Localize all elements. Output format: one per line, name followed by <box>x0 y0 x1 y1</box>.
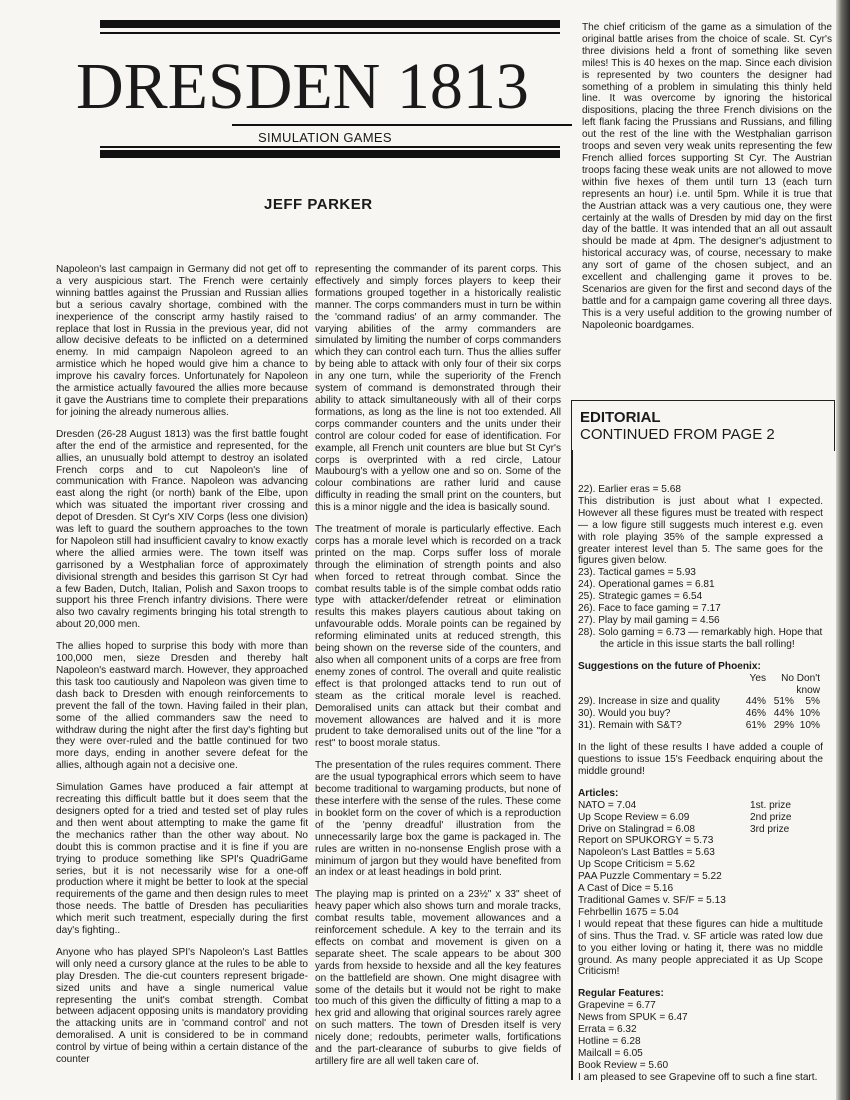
editorial-item: 25). Strategic games = 6.54 <box>578 591 703 603</box>
editorial-paragraph: This distribution is just about what I expected. However all these figures must be treated with respect — a low figure still suggests much interest e.g. even with role playing 35% of the sample expressed a greater interest level than 5. The same goes for the figures given below. <box>578 495 823 567</box>
feature-rating: Mailcall = 6.05 <box>578 1047 643 1059</box>
article-column-2 <box>315 264 561 1068</box>
suggestions-table <box>578 673 823 733</box>
editorial-item: 23). Tactical games = 5.93 <box>578 567 696 579</box>
editorial-heading: EDITORIAL <box>580 409 661 426</box>
feature-rating: News from SPUK = 6.47 <box>578 1012 688 1024</box>
suggestion-yes: 46% <box>745 708 766 720</box>
author-name: JEFF PARKER <box>264 196 373 213</box>
column-header: Don't know <box>796 672 820 696</box>
articles-table <box>578 800 823 919</box>
editorial-paragraph: In the light of these results I have added a couple of questions to issue 15's Feedback enquiring about the middle ground! <box>578 742 823 777</box>
article-prize <box>750 871 820 883</box>
editorial-body <box>578 484 823 1084</box>
feature-rating: Hotline = 6.28 <box>578 1035 641 1047</box>
feature-rating: Errata = 6.32 <box>578 1024 637 1036</box>
article-paragraph: The chief criticism of the game as a simulation of the original battle arises from the choice of scale. St. Cyr's three divisions held a front of something like seven miles! This is 40 hexes on the map. Since each division is represented by two counters the designer had something of a problem in simulating this thinly held line. It was overcome by ignoring the historical dispositions, placing the three French divisions on the left flank facing the Prussians and Russians, and filling out the rest of the line with the Westphalian garrison troops and seven very weak units representing the few French allied forces supporting St Cyr. The Austrian troops facing these weak units are not allowed to move within five hexes of them until turn 13 (each turn represents an hour) i.e. until 5pm. While it is true that the Austrian attack was a very cautious one, they were certainly at the walls of Dresden by mid day on the first day of the battle. It was intended that an all out assault should be made at 4pm. The designer's adjustment to historical accuracy was, of course, necessary to make any sort of game of the chosen subject, and an excellent and challenging game it proves to be. Scenarios are given for the first and second days of the battle and for a campaign game covering all three days. This is a very useful addition to the growing number of Napoleonic boardgames. <box>582 22 832 331</box>
regular-features-heading: Regular Features: <box>578 988 664 1000</box>
suggestion-dk: 5% <box>805 696 820 708</box>
editorial-item: 26). Face to face gaming = 7.17 <box>578 603 721 615</box>
title-rule-top-thin <box>100 32 560 34</box>
article-prize <box>750 883 820 895</box>
article-paragraph: Napoleon's last campaign in Germany did not get off to a very auspicious start. The French were certainly winning battles against the Prussian and Russian allies but a serious cavalry shortage, combined with the inexperience of the conscript army hastily raised to replace that lost in Russia in the previous year, did not allow decisive defeats to be inflicted on a determined enemy. In mid campaign Napoleon agreed to an armistice which he hoped would give him a chance to improve his cavalry forces. Unfortunately for Napoleon the armistice actually favoured the allies more because it gave the Austrians time to complete their preparations for joining the already numerous allies. <box>56 264 308 418</box>
column-header: No <box>781 672 794 684</box>
suggestion-yes: 44% <box>745 696 766 708</box>
title-rule-top <box>100 20 560 28</box>
suggestion-dk: 10% <box>799 720 820 732</box>
editorial-paragraph: I am pleased to see Grapevine off to such a fine start. <box>578 1071 818 1083</box>
article-prize: 2nd prize <box>750 811 792 823</box>
article-prize: 3rd prize <box>750 823 790 835</box>
article-rating: A Cast of Dice = 5.16 <box>578 883 674 895</box>
article-prize <box>750 847 820 859</box>
editorial-item: 28). Solo gaming = 6.73 — remarkably high. Hope that the article in this issue starts the ball rolling! <box>578 626 823 650</box>
article-paragraph: representing the commander of its parent corps. This effectively and simply forces players to keep their formations grouped together in a historically realistic manner. The corps commanders must in turn be within the 'command radius' of an army commander. The varying abilities of the army commanders are simulated by limiting the number of corps commanders which they can control each turn. Thus the allies suffer by being able to attack with only four of their six corps in any one turn, while the superiority of the French system of command is demonstrated through their ability to attack simultaneously with all of their corps formations, as long as the line is not too extended. All corps commander counters and the units under their control are colour coded for ease of identification. For example, all French unit counters are blue but St Cyr's corps is overprinted with a red circle, Latour Maubourg's with a yellow one and so on. Some of the colour combinations are rather lurid and cause difficulty in reading the small print on the counters, but this is a minor niggle and the idea is basically sound. <box>315 264 561 514</box>
suggestion-dk: 10% <box>799 708 820 720</box>
suggestion-label: 31). Remain with S&T? <box>578 720 682 732</box>
title-rule-bottom-thin <box>100 146 560 148</box>
editorial-box-left-border <box>571 450 573 1080</box>
article-rating: Up Scope Criticism = 5.62 <box>578 859 695 871</box>
editorial-list <box>578 567 823 650</box>
article-paragraph: The playing map is printed on a 23½" x 33" sheet of heavy paper which also shows turn and morale tracks, combat results table, movement allowances and a reinforcement schedule. A key to the terrain and its effects on combat and movement is given on a separate sheet. The scale appears to be about 300 yards from hexside to hexside and all the key features on the battlefield are shown. One might disagree with some of the details but it would not be right to make too much of this given the difficulty of fitting a map to a hex grid and allowing that original sources rarely agree on such matters. The town of Dresden itself is very nicely done; redoubts, perimeter walls, fortifications and the part-clearance of suburbs to give fields of artillery fire are all well taken care of. <box>315 889 561 1067</box>
editorial-item: 22). Earlier eras = 5.68 <box>578 484 681 495</box>
article-rating: PAA Puzzle Commentary = 5.22 <box>578 871 722 883</box>
articles-heading: Articles: <box>578 787 619 799</box>
article-rating: Fehrbellin 1675 = 5.04 <box>578 906 679 918</box>
article-rating: Napoleon's Last Battles = 5.63 <box>578 847 715 859</box>
suggestion-label: 30). Would you buy? <box>578 708 671 720</box>
suggestion-yes: 61% <box>745 720 766 732</box>
article-column-1 <box>56 264 308 1066</box>
article-prize <box>750 835 820 847</box>
page-title: DRESDEN 1813 <box>76 50 529 123</box>
page-edge-shadow <box>836 0 850 1100</box>
article-prize: 1st. prize <box>750 799 791 811</box>
article-paragraph: Simulation Games have produced a fair attempt at recreating this difficult battle but it does seem that the designers opted for a tried and tested set of play rules and then went about attempting to make the game fit the mechanics rather than the other way about. No doubt this is common practise and it is fine if you are trying to produce something like SPI's QuadriGame series, but it is not necessarily wise for a one-off production where it might be better to look at the special requirements of the game and then design rules to meet those needs. The battle of Dresden has peculiarities which merit such treatment, especially during the first day's fighting.. <box>56 782 308 937</box>
title-rule-bottom <box>100 150 560 158</box>
editorial-paragraph: I would repeat that these figures can hide a multitude of sins. Thus the Trad. v. SF article was rated low due to you either loving or hating it, there was no middle ground. As many people appreciated it as Up Scope Criticism! <box>578 918 823 978</box>
suggestion-no: 44% <box>773 708 794 720</box>
article-column-3 <box>582 22 832 332</box>
article-prize <box>750 859 820 871</box>
article-paragraph: Dresden (26-28 August 1813) was the first battle fought after the end of the armistice and represented, for the allies, an unusually bold attempt to destroy an isolated French corps and to cut Napoleon's line of communication with France. Napoleon was advancing east along the right (or north) bank of the Elbe, upon which was situated the important river crossing and depot of Dresden. St Cyr's XIV Corps (less one division) was left to guard the southern approaches to the town for Napoleon still had insufficient cavalry to know exactly where the allied armies were. The town itself was garrisoned by a Westphalian force of approximately divisional strength and besides this garrison St Cyr had a few Baden, Dutch, Italian, Polish and Saxon troops to support his three French infantry divisions. There were also two cavalry regiments bringing his total strength to about 20,000 men. <box>56 428 308 631</box>
regular-features-list <box>578 1000 823 1071</box>
editorial-item: 24). Operational games = 6.81 <box>578 579 715 591</box>
article-rating: Up Scope Review = 6.09 <box>578 811 690 823</box>
article-paragraph: The allies hoped to surprise this body with more than 100,000 men, sieze Dresden and thereby halt Napoleon's eastward march. However, they approached this task too cautiously and Napoleon was given time to dash back to Dresden with enough reinforcements to prevent the fall of the town. Having failed in their plan, some of the allied commanders saw the need to withdraw during the night after the first day's fighting but they were over-ruled and the battle continued for two more days, ending in another severe defeat for the allies, although again not a decisive one. <box>56 641 308 772</box>
suggestion-no: 51% <box>773 696 794 708</box>
article-prize <box>750 907 820 919</box>
feature-rating: Book Review = 5.60 <box>578 1059 669 1071</box>
article-prize <box>750 895 820 907</box>
publisher-name: SIMULATION GAMES <box>258 130 392 145</box>
suggestion-label: 29). Increase in size and quality <box>578 696 720 708</box>
article-rating: Traditional Games v. SF/F = 5.13 <box>578 895 726 906</box>
article-paragraph: Anyone who has played SPI's Napoleon's Last Battles will only need a cursory glance at the rules to be able to play Dresden. The die-cut counters represent brigade-sized units and have a single numerical value representing the unit's combat strength. Combat between adjacent opposing units is mandatory providing the attacking units are in 'command control' and not demoralised. A unit is considered to be in command control by virtue of being within a certain distance of the counter <box>56 946 308 1066</box>
editorial-subheading: CONTINUED FROM PAGE 2 <box>580 426 775 443</box>
article-rating: NATO = 7.04 <box>578 799 637 811</box>
suggestions-heading: Suggestions on the future of Phoenix: <box>578 660 761 672</box>
article-paragraph: The treatment of morale is particularly effective. Each corps has a morale level which is recorded on a track printed on the map. Corps suffer loss of morale through the elimination of strength points and also when forced to retreat through combat. Since the combat results table is of the simple combat odds ratio type with attacker/defender retreat or elimination results this makes players cautious about taking on unfavourable odds. Morale points can be regained by reforming eliminated units at reduced strength, this being shown on the reverse side of the counters, and also when all component units of a corps are free from enemy zones of control. The overall and quite realistic effect is that prolonged attacks tend to run out of steam as the critical morale level is reached. Demoralised units can attack but their combat and movement allowances are halved and it is more prudent to take demoralised units out of the line "for a rest" to boost morale status. <box>315 524 561 750</box>
title-rule-mid <box>232 124 572 126</box>
suggestion-no: 29% <box>773 720 794 732</box>
editorial-item: 27). Play by mail gaming = 4.56 <box>578 614 720 626</box>
column-header: Yes <box>749 672 766 684</box>
article-rating: Report on SPUKORGY = 5.73 <box>578 835 714 847</box>
feature-rating: Grapevine = 6.77 <box>578 1000 656 1012</box>
article-paragraph: The presentation of the rules requires comment. There are the usual typographical errors which seem to have become traditional to wargaming products, but none of these interfere with the sense of the rules. These come in booklet form on the cover of which is a reproduction of the 'penny dreadful' illustration from the unnecessarily large box the game is packaged in. The rules are written in no-nonsense English prose with a minimum of jargon but they would have benefited from an index or at least headings in bold print. <box>315 760 561 879</box>
article-rating: Drive on Stalingrad = 6.08 <box>578 823 695 835</box>
